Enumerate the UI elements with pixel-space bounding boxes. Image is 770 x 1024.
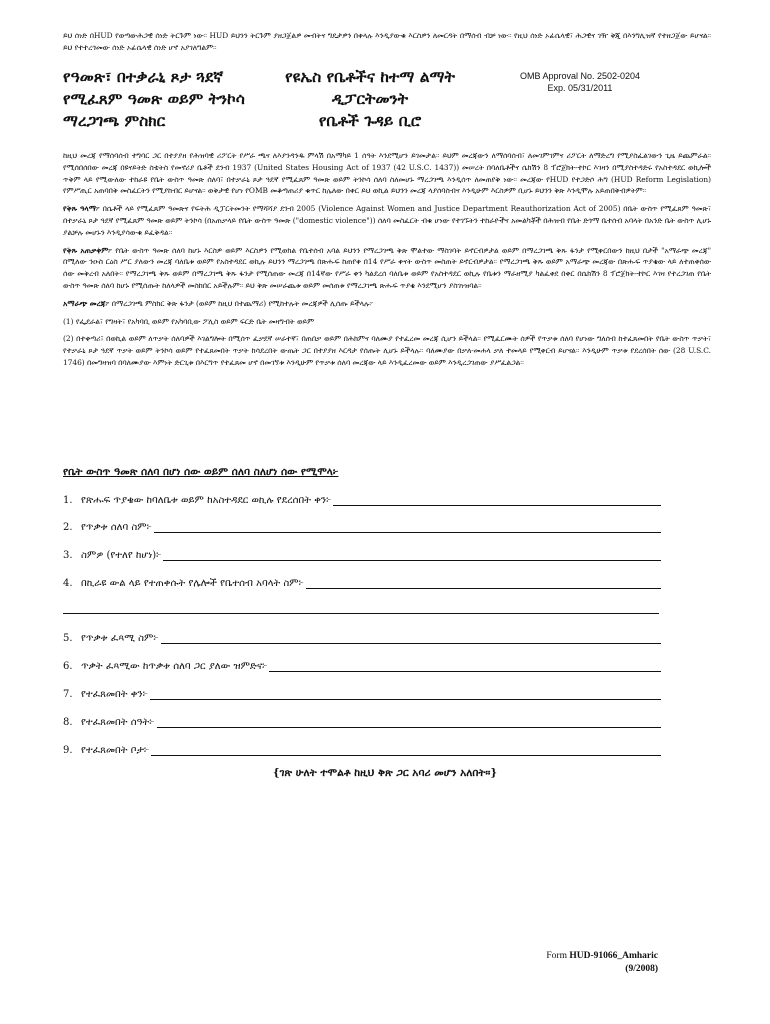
paragraph-use-lead: የቅጹ አጠቃቀም፦ xyxy=(63,245,113,255)
omb-expiration: Exp. 05/31/2011 xyxy=(547,83,613,93)
answer-field-relationship[interactable] xyxy=(269,661,661,672)
answer-field-perpetrator-name[interactable] xyxy=(161,633,661,644)
answer-field-victim-name[interactable] xyxy=(154,522,661,533)
form-date xyxy=(546,963,658,976)
header xyxy=(0,66,770,132)
question-6 xyxy=(63,661,661,672)
question-number: 3. xyxy=(63,550,73,561)
question-number: 9. xyxy=(63,745,73,756)
question-4 xyxy=(63,578,661,589)
answer-field-incident-time[interactable] xyxy=(157,717,662,728)
agency-title xyxy=(250,66,490,132)
answer-field-incident-date[interactable] xyxy=(150,689,661,700)
form-code: HUD-91066_Amharic xyxy=(569,951,658,961)
answer-field-incident-location[interactable] xyxy=(151,745,661,756)
paragraph-use xyxy=(63,245,711,292)
question-9 xyxy=(63,745,661,756)
question-label: የጥቃቱ ሰለባ ስም፦ xyxy=(81,522,152,533)
paragraph-purpose-text: በሴቶች ላይ የሚፈጸም ዓመጽና የፍትሕ ዲፓርትመንት የማሻሻያ ደንብ 2005 (Violence Against Women and Justice Department Reauthorization Act of 2005) በቤት ውስጥ የሚፈጸም ዓመጽ፣ በተቃራኒ ጾታ ጓደኛ የሚፈጸም ዓመጽ ወይም ትንኮሳ (በአጠቃላይ የቤት ውስጥ ዓመጽ ("domestic violence")) ሰለባ መስፈርት ብቁ ሆነው የተገኙትን ተከራዮችና አመልካቾች በሕዝብ የቤት ድጎማ ቤተሰብ አባላት በአንድ ቤት ውስጥ ሊሆኑ ያልቻሉ መሆኑን እንዲያሳውቁ ይፈቅዳል። xyxy=(63,204,711,237)
question-8 xyxy=(63,717,661,728)
form-title xyxy=(63,66,273,132)
form-prefix: Form xyxy=(546,951,567,961)
question-label: በኪራዩ ውል ላይ የተጠቀሱት የሌሎች የቤተሰብ አባላት ስም፦ xyxy=(81,578,304,589)
form-identifier xyxy=(546,950,658,976)
paragraph-use-text: የቤት ውስጥ ዓመጽ ሰለባ ከሆኑ እርስዎ ወይም እርስዎን የሚወክል የቤተሰብ አባል ይህንን የማረጋገጫ ቅጽ ሞልተው ማስገባት ይኖርብዎታል ወይም በማረጋገጫ ቅጹ ፋንታ የሚቀርበውን ከዚህ በታች "አማራጭ መረጃ" በሚለው ንዑስ ርዕስ ሥር ያለውን መረጃ ባለቤቱ ወይም የአስተዳደር ወኪሉ ይህንን ማረጋገጫ በጽሑፍ ከጠየቀ በ14 የሥራ ቀናት ውስጥ መስጠት ይኖርብዎታል። የማረጋገጫ ቅጹ ወይም አማራጭ መረጃው በጽሑፍ ጥያቄው ላይ ለተጠቀሰው ሰው መቅረብ አለበት። የማረጋገጫ ቅጹ ወይም በማረጋገጫ ቅጹ ፋንታ የሚሰጠው መረጃ በ14ኛው የሥራ ቀን ካልደረሰ ባለቤቱ ወይም የአስተዳደር ወኪሉ የቤቱን ማራዘሚያ ካልፈቀደ በቀር በሴክሽን 8 ፕሮጀክት-ተኮር እገዛ የተረጋገጠ የቤት ውስጥ ዓመጽ ሰለባ ከሆኑ የሚሰጡት ከለላዎች መስከበር አይችሉም። ይህ ቅጽ መሠራጨቱ ወይም መሰጠቱ የማረጋገጫ ጽሑፍ ጥያቄ እንደሚሆን ያስገነዝባል። xyxy=(63,245,711,290)
question-number: 8. xyxy=(63,717,73,728)
answer-field-request-date[interactable] xyxy=(333,495,661,506)
question-number: 2. xyxy=(63,522,73,533)
question-label: የተፈጸመበት ሰዓት፦ xyxy=(81,717,155,728)
question-label: የጽሑፍ ጥያቄው ከባለቤቱ ወይም ከአስተዳደር ወኪሉ የደረሰበት ቀን፦ xyxy=(81,495,332,506)
question-3 xyxy=(63,550,661,561)
question-label: ጥቃት ፈጻሚው ከጥቃቱ ሰለባ ጋር ያለው ዝምድና፦ xyxy=(81,661,268,672)
form-date-value: (9/2008) xyxy=(625,964,658,974)
question-label: የተፈጸመበት ቦታ፦ xyxy=(81,745,150,756)
paragraph-alternate-text: በማረጋገጫ ምስክር ቅጽ ፋንታ (ወይም ከዚህ በተጨማሪ) የሚከተሉት መረጃዎች ሊሰጡ ይችላሉ፦ xyxy=(111,298,374,308)
instructions xyxy=(63,150,711,375)
agency-title-line-2: ዲፓርትመንት xyxy=(331,89,409,108)
paragraph-option-2: (2) በተቀጣሪ፣ በወኪል ወይም ለጥቃት ሰለባዎች እገልግሎት በሚሰጥ ፈቃደኛ ሠራተኛ፣ በጠበቃ ወይም በሕክምና ባለሙያ የተፈረመ መረጃ ሲሆን ይችላል። የሚፈርሙት ሰዎች የጥቃቱ ሰለባ የሆነው ግለሰብ ከተፈጸመበት የቤት ውስጥ ጥቃት፣ የተቃራኒ ጾታ ጓደኛ ጥቃት ወይም ትንኮሳ ወይም የተፈጸመበት ጥቃት ከሳደረበት ውጤት ጋር በተያያዘ እርዳታ የሰጡት ሊሆኑ ይችላሉ። ባለሙያው በቃለ-መሐላ ቃለ ተመላይ የሚቀርብ ይሆናል። እንዲሁም ጥቃቱ የደረሰበት ሰው (28 U.S.C. 1746) በመግዛዝባ በባለሙያው እምነት ድርጊቱ በእርግጥ የተፈጸመ ሆኖ በመገኘቱ እንዲሁም የጥቃቱ ሰለባ መረጃው ላይ እንዲፈረመው ወይም እንዲረጋገጠው ያሥፈልጋል። xyxy=(63,334,711,367)
paragraph-purpose-lead: የቅጹ ዓላማ፦ xyxy=(63,204,100,214)
form-title-line-3: ማረጋገጫ ምስክር xyxy=(63,111,166,130)
page-two-note: {ገጽ ሁለት ተሞልቶ ከዚህ ቅጽ ጋር አባሪ መሆን አለበት።} xyxy=(272,767,498,779)
answer-field-household-members-continued[interactable] xyxy=(63,613,659,614)
question-7 xyxy=(63,689,661,700)
paragraph-purpose xyxy=(63,203,711,238)
omb-approval xyxy=(500,70,660,94)
section-heading: የቤት ውስጥ ዓመጽ ሰለባ በሆነ ሰው ወይም ሰለባ ስለሆነ ሰው የሚሞላ፦ xyxy=(63,466,339,478)
paragraph-alternate-lead: አማራጭ መረጃ፦ xyxy=(63,298,110,308)
question-number: 6. xyxy=(63,661,73,672)
paragraph-alternate xyxy=(63,298,711,310)
form-title-line-1: የዓመጽ፣ በተቃራኒ ጾታ ጓደኛ xyxy=(63,67,224,86)
question-5 xyxy=(63,633,661,644)
question-number: 7. xyxy=(63,689,73,700)
answer-field-household-members[interactable] xyxy=(306,578,661,589)
question-number: 5. xyxy=(63,633,73,644)
question-label: የጥቃቱ ፈጻሚ ስም፦ xyxy=(81,633,159,644)
answer-field-your-name[interactable] xyxy=(163,550,661,561)
agency-title-line-1: የዩኤስ የቤቶችና ከተማ ልማት xyxy=(285,67,455,86)
question-2 xyxy=(63,522,661,533)
question-label: ስምዎ (የተለየ ከሆነ)፦ xyxy=(81,550,162,561)
question-number: 4. xyxy=(63,578,73,589)
question-number: 1. xyxy=(63,495,73,506)
form-title-line-2: የሚፈጸም ዓመጽ ወይም ትንኮሳ xyxy=(63,89,245,108)
omb-approval-number: OMB Approval No. 2502-0204 xyxy=(519,71,641,81)
question-1 xyxy=(63,495,661,506)
agency-title-line-3: የቤቶች ጉዳይ ቢሮ xyxy=(318,111,422,130)
question-label: የተፈጸመበት ቀን፦ xyxy=(81,689,148,700)
paragraph-option-1: (1) የፌደራል፣ የግዛት፣ የአካባቢ ወይም የአካባቢው ፖሊስ ወይም ፍርድ ቤት መዛግብት ወይም xyxy=(63,316,314,326)
paragraph-burden: ከዚህ መረጃ የማሰባሰብ ተግባር ጋር በተያያዘ የሕዝባዊ ሪፖርት የሥራ ጫና ለእያንዳንዱ ምላሽ በአማካይ 1 ሰዓት እንደሚሆን ይገመታል። ይህም መረጃውን ለማሰባሰብ፣ ለመገምገምና ሪፖርት ለማድረግ የሚያስፈልገውን ጊዜ ይጨምራል። የሚሰበሰበው መረጃ በዩናይትድ ስቴትስ የመኖሪያ ቤቶች ደንብ 1937 (United States Housing Act of 1937 (42 U.S.C. 1437)) መሠረት በባለቤቶችና ሴክሽን 8 ፕሮጀክት-ተኮር እገዛን በሚያስተዳድሩ የአስተዳደር ወኪሎች ጥቅም ላይ የሚውለው ተከራዩ የቤት ውስጥ ዓመጽ ሰለባ፣ በተቃራኒ ጾታ ጓደኛ የሚፈጸም ዓመጽ ወይም ትንኮሳ ሰለባ ስለመሆኑ ማረጋገጫ እንዲሰጥ ለመጠየቅ ነው። መረጃው የHUD የተጋድሶ ሕግ (HUD Reform Legislation) የምሥጢር አጠባበቅ መስፈርትን የሚያከብር ይሆናል። ወቅታዊ የሆነ የOMB መቆጣጠሪያ ቁጥር ከሌለው በቀር ይህ ወኪል ይህንን መረጃ ላያሰባስብና እንዲሁም እርስዎም ቢሆኑ ይህንን ቅጽ እንዲሞሉ አይጠበቅብዎትም። xyxy=(63,151,711,196)
translation-notice: ይህ ሰነድ በHUD የወጣውሕጋዊ ሰነድ ትርጉም ነው። HUD ይህንን ትርጉም ያዘጋጀልዎ መብትና ግዴታዎን በቀላሉ እንዲያውቁ እርስዎን ለመርዳት በማሰብ ብቻ ነው። የዚህ ሰነድ ኦፊሴላዊ፣ ሕጋዊና ገዥ ቅጂ በእንግሊዝኛ የተዘጋጀው ይሆናል። ይህ የተተረጎመው ሰነድ ኦፊሴላዊ ሰነድ ሆኖ አያገለግልም። xyxy=(63,31,711,52)
form-number xyxy=(546,950,658,963)
